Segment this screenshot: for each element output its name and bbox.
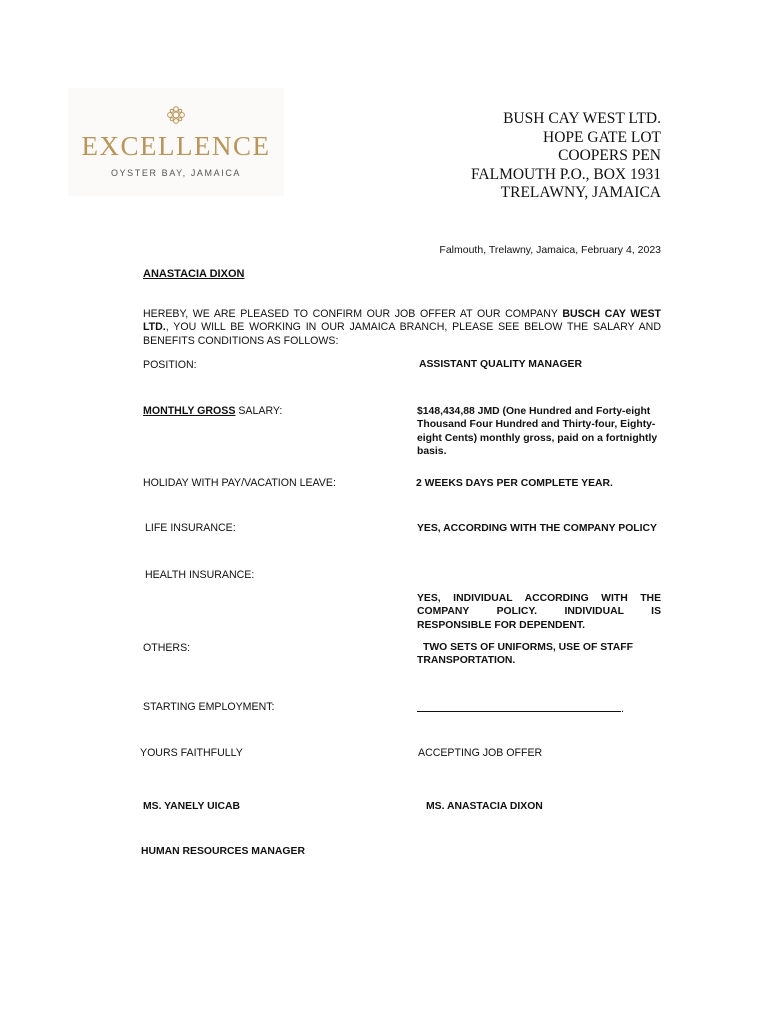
closing-accepting-offer: ACCEPTING JOB OFFER (418, 747, 543, 759)
holiday-value: 2 WEEKS DAYS PER COMPLETE YEAR. (416, 478, 613, 489)
position-label: POSITION: (143, 359, 197, 371)
others-label: OTHERS: (143, 642, 191, 654)
position-value: ASSISTANT QUALITY MANAGER (419, 359, 582, 370)
address-line: FALMOUTH P.O., BOX 1931 (470, 165, 661, 183)
company-address (471, 110, 661, 203)
salary-value: $148,434,88 JMD (One Hundred and Forty-eight Thousand Four Hundred and Thirty-four, Eighty-eight Cents) monthly gross, paid on a fortnightly basis. (417, 406, 658, 457)
closing-yours-faithfully: YOURS FAITHFULLY (140, 747, 243, 759)
health-insurance-label: HEALTH INSURANCE: (145, 569, 255, 581)
address-line: COOPERS PEN (558, 147, 661, 165)
holiday-label: HOLIDAY WITH PAY/VACATION LEAVE: (143, 477, 336, 489)
intro-text: , YOU WILL BE WORKING IN OUR JAMAICA BRANCH, PLEASE SEE BELOW THE SALARY AND BENEFITS CONDITIONS AS FOLLOWS: (143, 321, 661, 347)
letter-date: Falmouth, Trelawny, Jamaica, February 4, 2023 (439, 244, 661, 256)
salary-label-emphasis: MONTHLY GROSS (143, 405, 236, 417)
company-logo (68, 88, 284, 196)
address-line: HOPE GATE LOT (543, 128, 661, 146)
salary-label-rest: SALARY: (235, 405, 283, 417)
recipient-name: ANASTACIA DIXON (143, 268, 245, 280)
starting-employment-label: STARTING EMPLOYMENT: (143, 701, 275, 713)
signer-right-name: MS. ANASTACIA DIXON (426, 801, 543, 812)
life-insurance-value: YES, ACCORDING WITH THE COMPANY POLICY (417, 523, 657, 534)
others-value: TWO SETS OF UNIFORMS, USE OF STAFF TRANSPORTATION. (417, 642, 633, 667)
health-insurance-value: YES, INDIVIDUAL ACCORDING WITH THE COMPANY POLICY. INDIVIDUAL IS RESPONSIBLE FOR DEPENDENT. (417, 593, 661, 631)
address-line: TRELAWNY, JAMAICA (500, 184, 661, 202)
salary-label (143, 405, 282, 417)
ornament-icon (166, 105, 186, 125)
intro-text: HEREBY, WE ARE PLEASED TO CONFIRM OUR JOB OFFER AT OUR COMPANY (143, 308, 563, 320)
life-insurance-label: LIFE INSURANCE: (145, 522, 236, 534)
intro-paragraph (143, 308, 661, 348)
company-name: BUSCH CAY WEST LTD. (143, 308, 662, 334)
signer-left-name: MS. YANELY UICAB (143, 801, 241, 812)
starting-date-blank (417, 702, 624, 715)
signer-left-title: HUMAN RESOURCES MANAGER (141, 846, 305, 857)
address-line: BUSH CAY WEST LTD. (503, 110, 661, 127)
signature-line (417, 702, 621, 712)
blank-suffix: . (621, 703, 624, 715)
logo-name: EXCELLENCE (81, 131, 271, 161)
logo-location: OYSTER BAY, JAMAICA (110, 168, 242, 178)
